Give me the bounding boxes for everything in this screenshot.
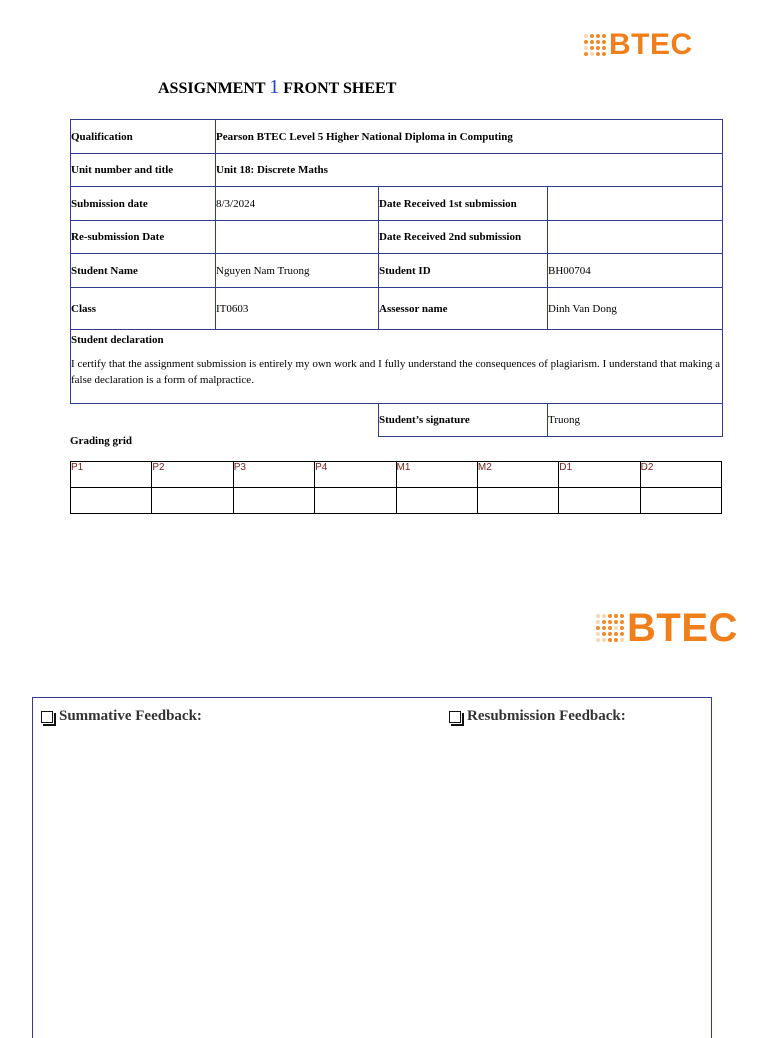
- class-value: IT0603: [216, 288, 379, 330]
- checkbox-icon: [41, 711, 53, 723]
- date-received-1-value: [548, 187, 723, 221]
- grade-cell: [233, 488, 314, 514]
- resubmission-date-value: [216, 221, 379, 254]
- date-received-2-label: Date Received 2nd submission: [379, 221, 548, 254]
- resubmission-feedback-label: Resubmission Feedback:: [467, 708, 626, 724]
- date-received-2-value: [548, 221, 723, 254]
- date-received-1-label: Date Received 1st submission: [379, 187, 548, 221]
- title-suffix: FRONT SHEET: [279, 80, 397, 97]
- declaration-cell: [71, 330, 723, 404]
- grade-cell: [152, 488, 233, 514]
- logo-dots-icon: [596, 614, 624, 642]
- qualification-value: Pearson BTEC Level 5 Higher National Diploma in Computing: [216, 120, 723, 154]
- grade-cell: [315, 488, 396, 514]
- student-id-value: BH00704: [548, 254, 723, 288]
- table-row: [71, 404, 723, 437]
- table-row: [71, 288, 723, 330]
- assessor-value: Dinh Van Dong: [548, 288, 723, 330]
- student-name-value: Nguyen Nam Truong: [216, 254, 379, 288]
- criterion-p1: P1: [71, 462, 152, 488]
- summative-feedback-label: Summative Feedback:: [59, 708, 202, 724]
- table-row: [71, 154, 723, 187]
- checkbox-icon: [449, 711, 461, 723]
- declaration-label: Student declaration: [71, 334, 164, 346]
- student-id-label: Student ID: [379, 254, 548, 288]
- logo-text: BTEC: [627, 606, 738, 650]
- criterion-p4: P4: [315, 462, 396, 488]
- submission-date-label: Submission date: [71, 187, 216, 221]
- grading-grid-label: Grading grid: [70, 435, 133, 447]
- criterion-d2: D2: [640, 462, 721, 488]
- summative-feedback-heading: [41, 708, 202, 725]
- student-name-label: Student Name: [71, 254, 216, 288]
- resubmission-date-label: Re-submission Date: [71, 221, 216, 254]
- page-title: [158, 76, 396, 99]
- grade-cell: [477, 488, 558, 514]
- btec-logo: [584, 30, 693, 60]
- criterion-m2: M2: [477, 462, 558, 488]
- signature-label: Student’s signature: [379, 404, 548, 437]
- criterion-p3: P3: [233, 462, 314, 488]
- table-row: [71, 330, 723, 404]
- unit-value: Unit 18: Discrete Maths: [216, 154, 723, 187]
- criterion-m1: M1: [396, 462, 477, 488]
- submission-date-value: 8/3/2024: [216, 187, 379, 221]
- declaration-text: I certify that the assignment submission is entirely my own work and I fully understand the consequences of plagiarism. I understand that making a false declaration is a form of malpractice.: [71, 358, 721, 386]
- grading-value-row: [71, 488, 722, 514]
- grade-cell: [640, 488, 721, 514]
- feedback-box: [32, 697, 712, 1038]
- grading-header-row: [71, 462, 722, 488]
- table-row: [71, 187, 723, 221]
- title-prefix: ASSIGNMENT: [158, 80, 270, 97]
- qualification-label: Qualification: [71, 120, 216, 154]
- assessor-label: Assessor name: [379, 288, 548, 330]
- criterion-p2: P2: [152, 462, 233, 488]
- class-label: Class: [71, 288, 216, 330]
- logo-dots-icon: [584, 34, 606, 56]
- resubmission-feedback-heading: [449, 708, 626, 725]
- grade-cell: [559, 488, 640, 514]
- assignment-number: 1: [269, 76, 280, 98]
- logo-text: BTEC: [609, 28, 693, 61]
- table-row: [71, 254, 723, 288]
- table-row: [71, 221, 723, 254]
- grade-cell: [396, 488, 477, 514]
- grading-grid: [70, 461, 722, 514]
- signature-value: Truong: [548, 404, 723, 437]
- grade-cell: [71, 488, 152, 514]
- criterion-d1: D1: [559, 462, 640, 488]
- btec-logo-large: [596, 608, 738, 648]
- unit-label: Unit number and title: [71, 154, 216, 187]
- table-row: [71, 120, 723, 154]
- front-sheet-table: [70, 119, 723, 437]
